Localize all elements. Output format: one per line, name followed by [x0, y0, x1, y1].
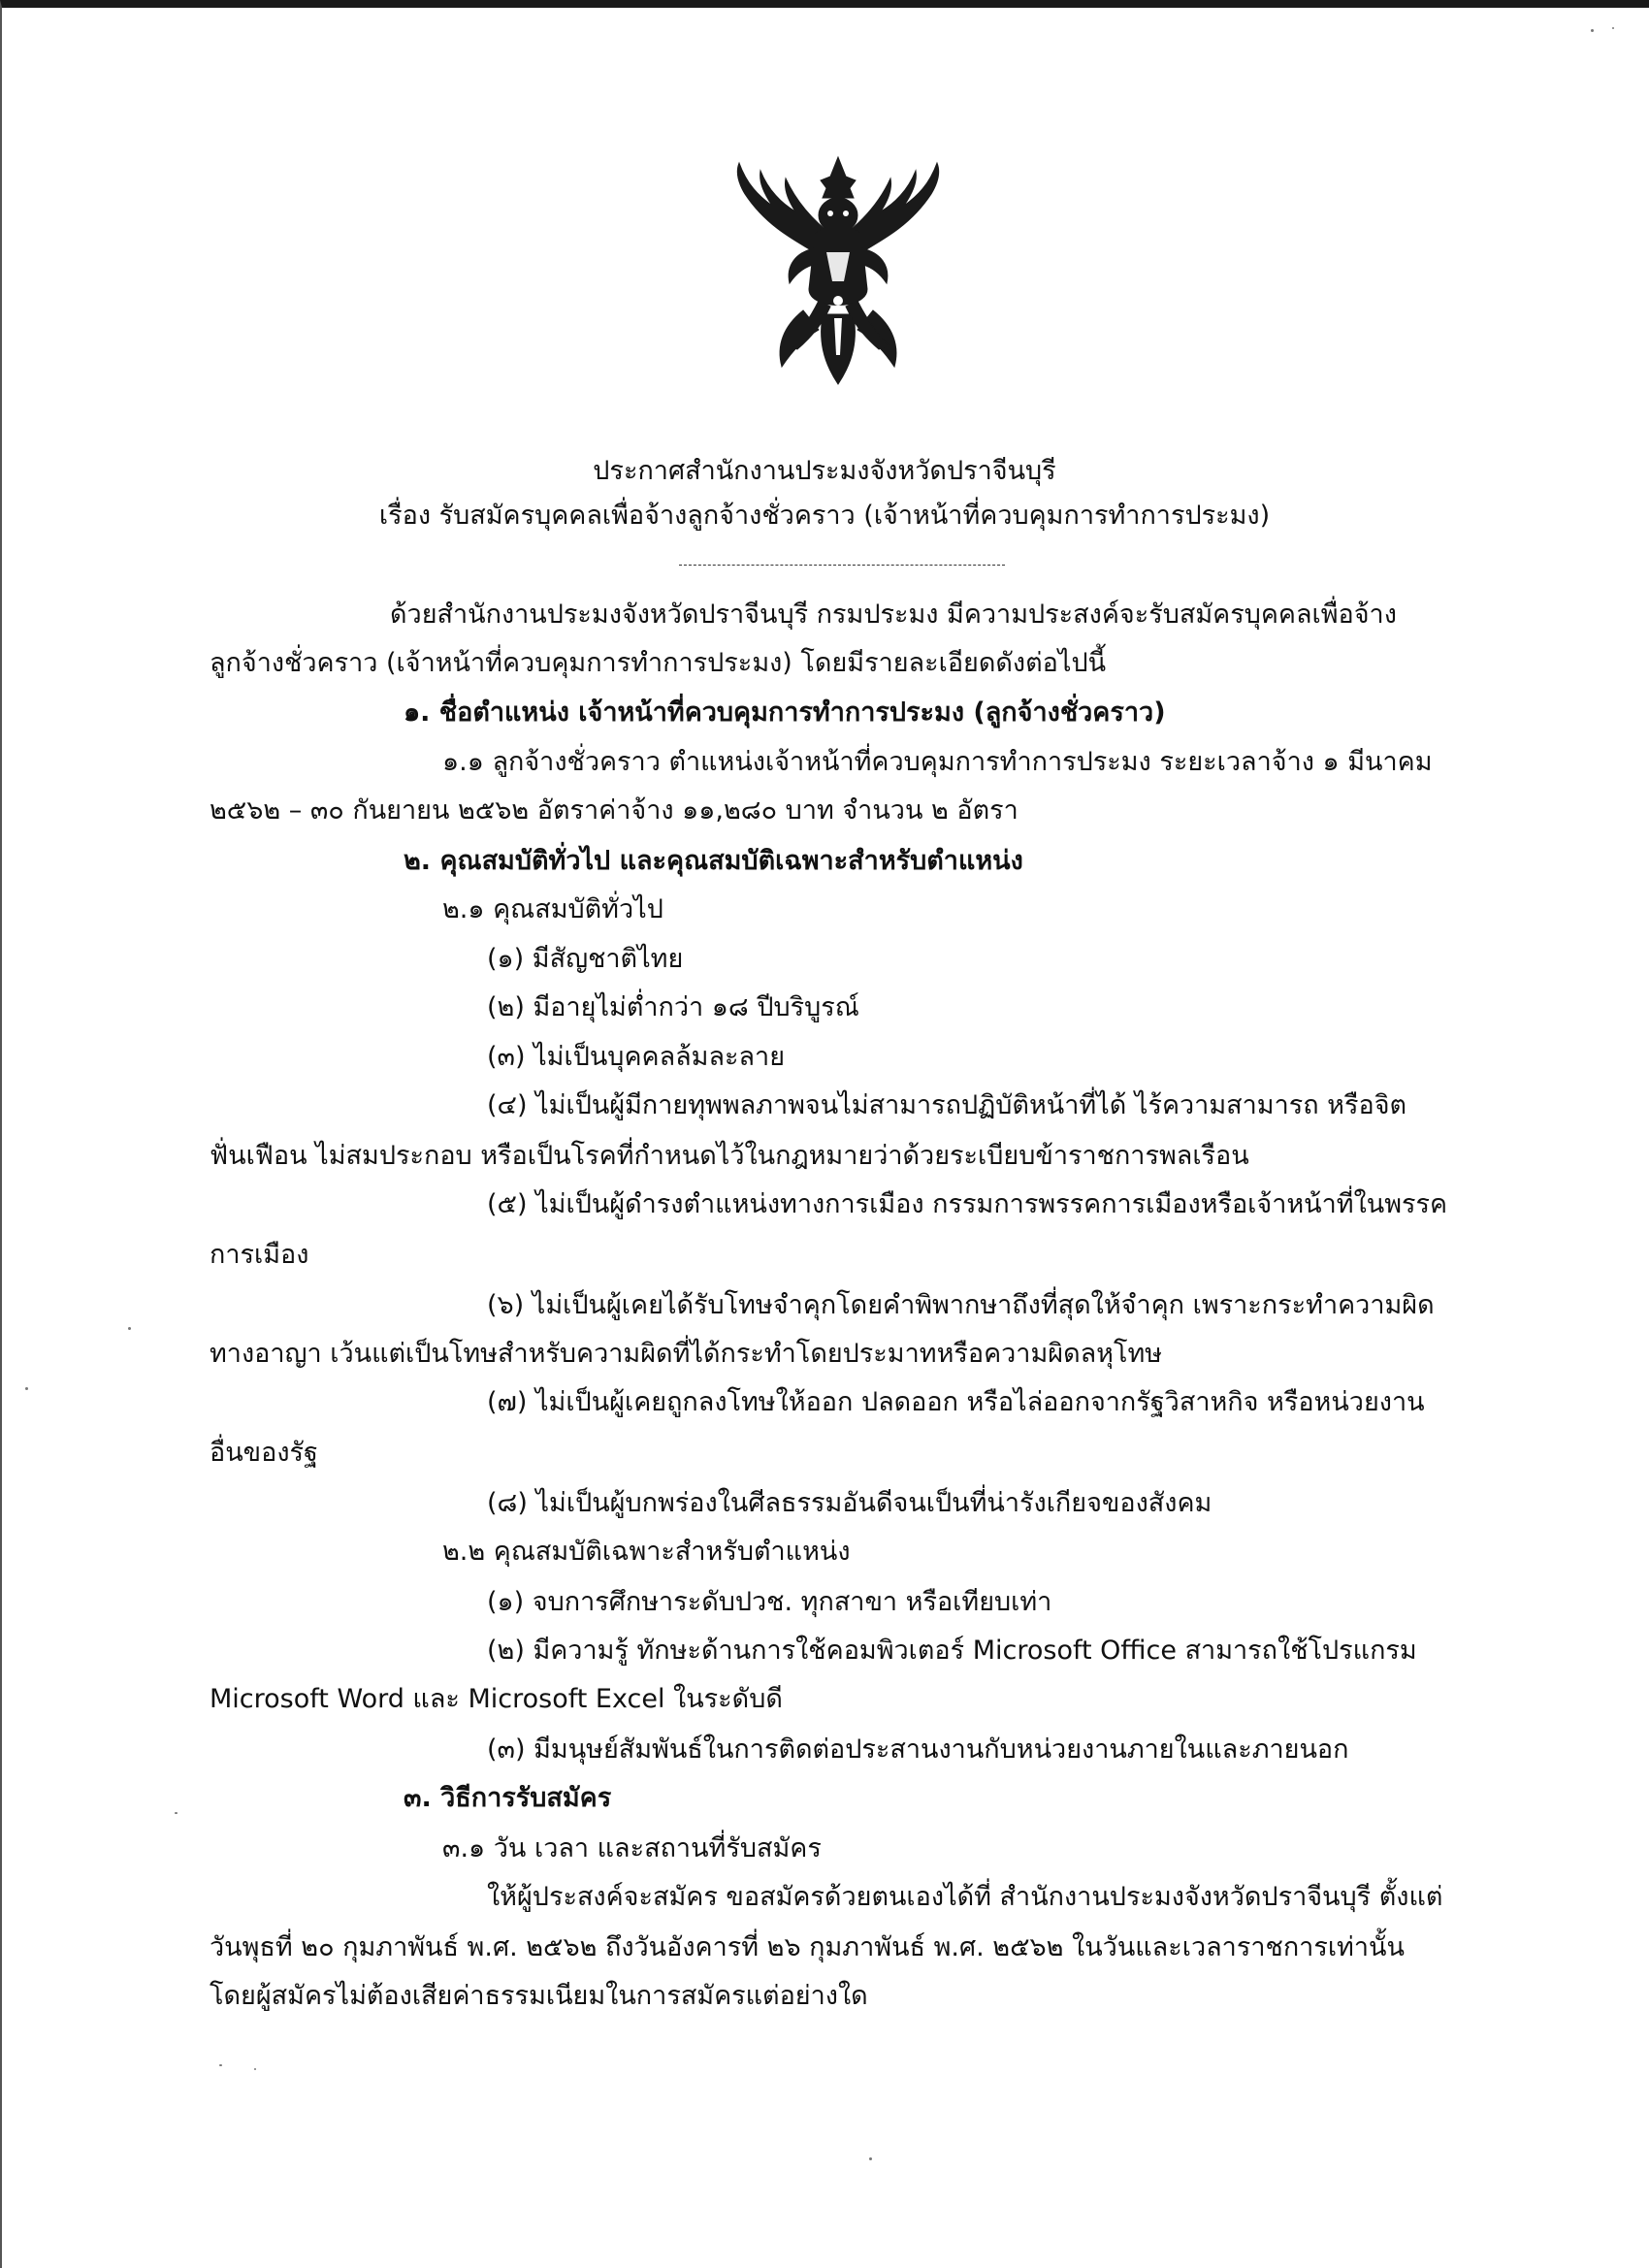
section-3-1-line-2: วันพุธที่ ๒๐ กุมภาพันธ์ พ.ศ. ๒๕๖๒ ถึงวันอังคารที่ ๒๖ กุมภาพันธ์ พ.ศ. ๒๕๖๒ ในวันและเวลาราชการเท่านั้น: [210, 1932, 1405, 1962]
scan-speck: [25, 1387, 28, 1390]
garuda-emblem-icon: [726, 155, 951, 388]
general-qual-5-line-2: การเมือง: [210, 1240, 309, 1270]
general-qual-5-line-1: (๕) ไม่เป็นผู้ดำรงตำแหน่งทางการเมือง กรรมการพรรคการเมืองหรือเจ้าหน้าที่ในพรรค: [487, 1189, 1448, 1219]
scan-speck: [869, 2157, 872, 2160]
section-3-1-line-3: โดยผู้สมัครไม่ต้องเสียค่าธรรมเนียมในการสมัครแต่อย่างใด: [210, 1981, 868, 2011]
general-qual-7-line-1: (๗) ไม่เป็นผู้เคยถูกลงโทษให้ออก ปลดออก หรือไล่ออกจากรัฐวิสาหกิจ หรือหน่วยงาน: [487, 1387, 1425, 1417]
general-qual-2: (๒) มีอายุไม่ต่ำกว่า ๑๘ ปีบริบูรณ์: [487, 992, 859, 1022]
section-3-1-heading: ๓.๑ วัน เวลา และสถานที่รับสมัคร: [442, 1833, 822, 1863]
section-1-1-line-1: ๑.๑ ลูกจ้างชั่วคราว ตำแหน่งเจ้าหน้าที่ควบคุมการทำการประมง ระยะเวลาจ้าง ๑ มีนาคม: [442, 747, 1433, 777]
announcement-subject: เรื่อง รับสมัครบุคคลเพื่อจ้างลูกจ้างชั่วคราว (เจ้าหน้าที่ควบคุมการทำการประมง): [378, 501, 1271, 531]
general-qual-8: (๘) ไม่เป็นผู้บกพร่องในศีลธรรมอันดีจนเป็นที่น่ารังเกียจของสังคม: [487, 1488, 1212, 1518]
section-2-heading: ๒. คุณสมบัติทั่วไป และคุณสมบัติเฉพาะสำหรับตำแหน่ง: [404, 846, 1023, 876]
section-1-heading: ๑. ชื่อตำแหน่ง เจ้าหน้าที่ควบคุมการทำการประมง (ลูกจ้างชั่วคราว): [404, 697, 1166, 728]
specific-qual-2-line-1: (๒) มีความรู้ ทักษะด้านการใช้คอมพิวเตอร์ Microsoft Office สามารถใช้โปรแกรม: [487, 1636, 1417, 1666]
general-qual-1: (๑) มีสัญชาติไทย: [487, 944, 684, 974]
general-qual-4-line-1: (๔) ไม่เป็นผู้มีกายทุพพลภาพจนไม่สามารถปฏิบัติหน้าที่ได้ ไร้ความสามารถ หรือจิต: [487, 1090, 1407, 1120]
specific-qual-1: (๑) จบการศึกษาระดับปวช. ทุกสาขา หรือเทียบเท่า: [487, 1587, 1052, 1617]
scan-speck: [1591, 29, 1594, 32]
section-2-1-heading: ๒.๑ คุณสมบัติทั่วไป: [442, 894, 663, 924]
general-qual-6-line-1: (๖) ไม่เป็นผู้เคยได้รับโทษจำคุกโดยคำพิพากษาถึงที่สุดให้จำคุก เพราะกระทำความผิด: [487, 1290, 1435, 1320]
section-3-1-line-1: ให้ผู้ประสงค์จะสมัคร ขอสมัครด้วยตนเองได้ที่ สำนักงานประมงจังหวัดปราจีนบุรี ตั้งแต่: [487, 1882, 1443, 1912]
general-qual-7-line-2: อื่นของรัฐ: [210, 1438, 318, 1468]
general-qual-4-line-2: ฟั่นเฟือน ไม่สมประกอบ หรือเป็นโรคที่กำหนดไว้ในกฎหมายว่าด้วยระเบียบข้าราชการพลเรือน: [210, 1141, 1249, 1171]
specific-qual-3: (๓) มีมนุษย์สัมพันธ์ในการติดต่อประสานงานกับหน่วยงานภายในและภายนอก: [487, 1734, 1349, 1765]
general-qual-3: (๓) ไม่เป็นบุคคลล้มละลาย: [487, 1042, 786, 1072]
scan-speck: [175, 1812, 178, 1814]
section-3-heading: ๓. วิธีการรับสมัคร: [404, 1783, 612, 1813]
specific-qual-2-line-2: Microsoft Word และ Microsoft Excel ในระดับดี: [210, 1684, 783, 1714]
section-2-2-heading: ๒.๒ คุณสมบัติเฉพาะสำหรับตำแหน่ง: [442, 1537, 851, 1567]
general-qual-6-line-2: ทางอาญา เว้นแต่เป็นโทษสำหรับความผิดที่ได้กระทำโดยประมาทหรือความผิดลหุโทษ: [210, 1339, 1163, 1369]
scan-speck: [1612, 27, 1614, 29]
scan-speck: [219, 2064, 222, 2066]
header-divider: [679, 565, 1005, 566]
intro-line-1: ด้วยสำนักงานประมงจังหวัดปราจีนบุรี กรมประมง มีความประสงค์จะรับสมัครบุคคลเพื่อจ้าง: [390, 599, 1397, 630]
scan-speck: [128, 1327, 131, 1330]
scan-speck: [254, 2068, 256, 2070]
intro-line-2: ลูกจ้างชั่วคราว (เจ้าหน้าที่ควบคุมการทำการประมง) โดยมีรายละเอียดดังต่อไปนี้: [210, 648, 1107, 678]
section-1-1-line-2: ๒๕๖๒ – ๓๐ กันยายน ๒๕๖๒ อัตราค่าจ้าง ๑๑,๒๘๐ บาท จำนวน ๒ อัตรา: [210, 795, 1018, 826]
announcement-title: ประกาศสำนักงานประมงจังหวัดปราจีนบุรี: [593, 456, 1056, 486]
